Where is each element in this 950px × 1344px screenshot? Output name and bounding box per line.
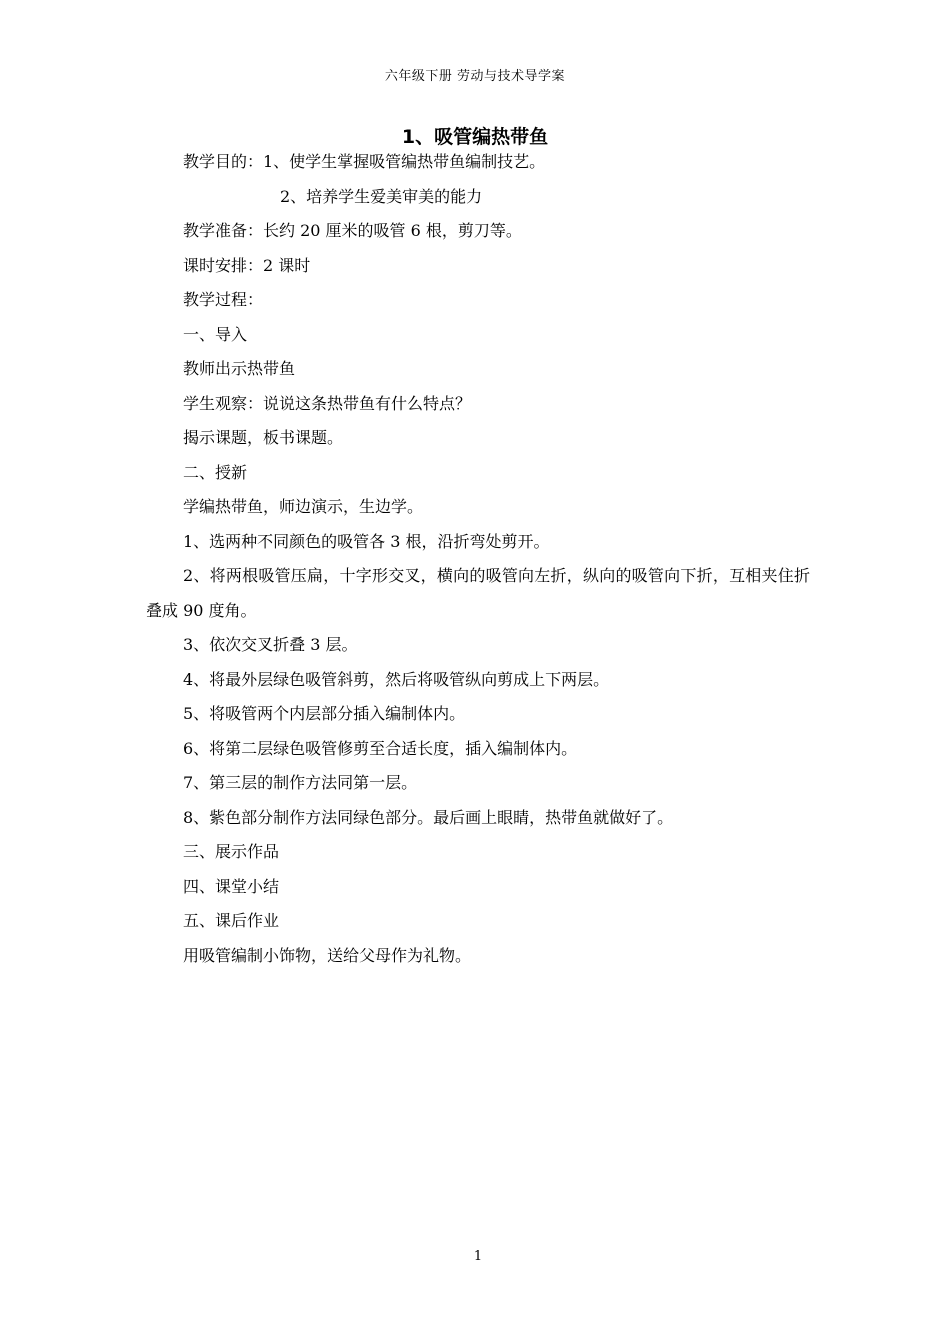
page-header: 六年级下册 劳动与技术导学案: [384, 69, 566, 84]
paragraph: 学编热带鱼，师边演示，生边学。: [183, 497, 424, 516]
paragraph: 用吸管编制小饰物，送给父母作为礼物。: [183, 945, 472, 965]
step-item: 2、将两根吸管压扁，十字形交叉，横向的吸管向左折，纵向的吸管向下折，互相夹住折叠成 90 度角。: [146, 566, 810, 620]
paragraph-teaching-preparation: 教学准备：长约 20 厘米的吸管 6 根，剪刀等。: [183, 221, 522, 240]
paragraph-teaching-process: 教学过程：: [183, 290, 264, 309]
paragraph-teaching-goal-1: 教学目的：1、使学生掌握吸管编热带鱼编制技艺。: [183, 152, 546, 171]
paragraph: 学生观察：说说这条热带鱼有什么特点？: [183, 393, 472, 413]
step-item: 1、选两种不同颜色的吸管各 3 根，沿折弯处剪开。: [183, 531, 550, 551]
paragraph: 教师出示热带鱼: [183, 359, 296, 378]
step-item: 7、第三层的制作方法同第一层。: [183, 773, 418, 792]
document-body: [146, 145, 810, 973]
step-item: 6、将第二层绿色吸管修剪至合适长度，插入编制体内。: [183, 738, 578, 758]
step-item: 4、将最外层绿色吸管斜剪，然后将吸管纵向剪成上下两层。: [183, 669, 610, 689]
document-title-text: 1、吸管编热带鱼: [401, 126, 549, 148]
section-heading-new-lesson: 二、授新: [183, 462, 248, 482]
section-heading-homework: 五、课后作业: [183, 911, 280, 930]
section-heading-show-works: 三、展示作品: [183, 842, 280, 861]
page-number: 1: [473, 1249, 483, 1264]
step-item: 3、依次交叉折叠 3 层。: [183, 635, 358, 654]
paragraph: 揭示课题，板书课题。: [183, 428, 344, 447]
section-heading-introduction: 一、导入: [183, 324, 248, 344]
section-heading-summary: 四、课堂小结: [183, 876, 280, 896]
paragraph-teaching-goal-2: 2、培养学生爱美审美的能力: [280, 186, 483, 206]
step-item: 5、将吸管两个内层部分插入编制体内。: [183, 704, 466, 723]
paragraph-class-hours: 课时安排：2 课时: [183, 255, 311, 275]
step-item: 8、紫色部分制作方法同绿色部分。最后画上眼睛，热带鱼就做好了。: [183, 807, 674, 827]
